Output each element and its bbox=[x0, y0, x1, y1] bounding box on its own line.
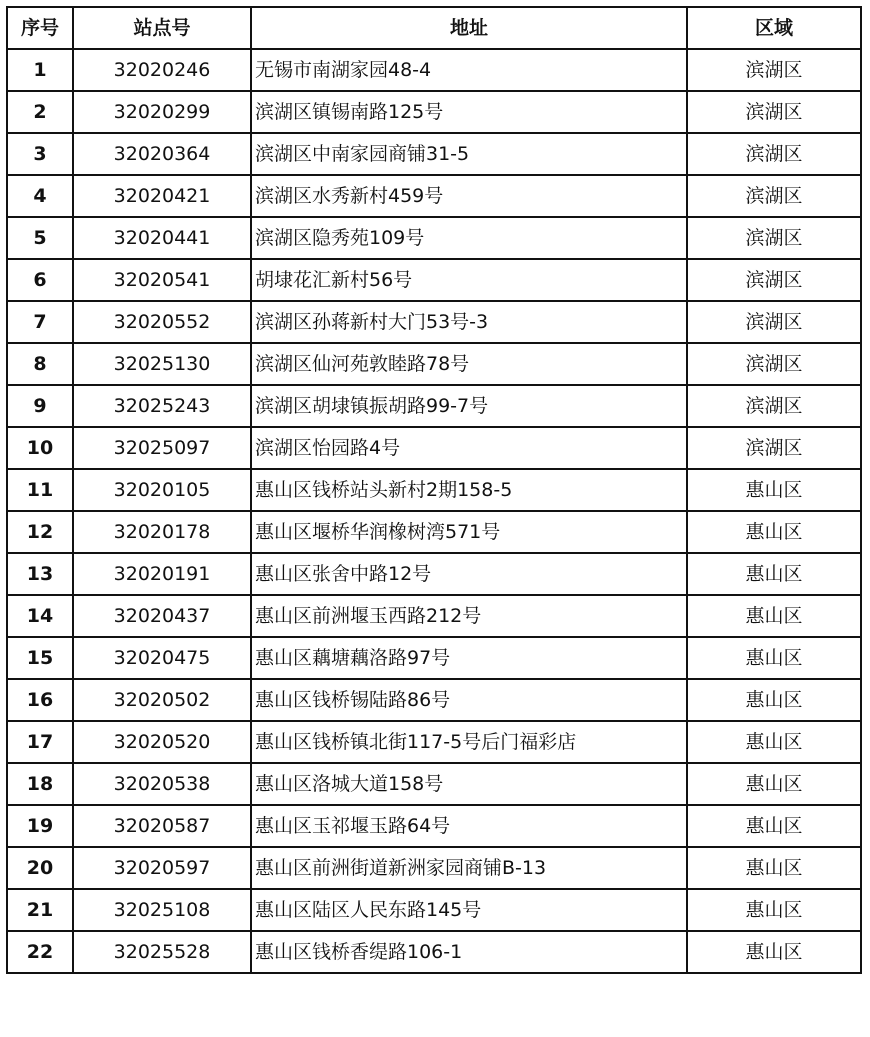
table-row bbox=[7, 217, 861, 259]
row-index: 9 bbox=[7, 385, 73, 427]
row-index: 14 bbox=[7, 595, 73, 637]
row-index: 20 bbox=[7, 847, 73, 889]
row-index: 3 bbox=[7, 133, 73, 175]
region: 滨湖区 bbox=[687, 385, 861, 427]
row-index: 15 bbox=[7, 637, 73, 679]
region: 滨湖区 bbox=[687, 133, 861, 175]
row-index: 21 bbox=[7, 889, 73, 931]
address: 惠山区藕塘藕洛路97号 bbox=[251, 637, 687, 679]
row-index: 18 bbox=[7, 763, 73, 805]
station-code: 32020475 bbox=[73, 637, 251, 679]
table-row bbox=[7, 763, 861, 805]
table-row bbox=[7, 385, 861, 427]
address: 无锡市南湖家园48-4 bbox=[251, 49, 687, 91]
table-row bbox=[7, 133, 861, 175]
station-code: 32020246 bbox=[73, 49, 251, 91]
station-code: 32020105 bbox=[73, 469, 251, 511]
region: 惠山区 bbox=[687, 931, 861, 973]
table-body bbox=[7, 49, 861, 973]
address: 胡埭花汇新村56号 bbox=[251, 259, 687, 301]
station-code: 32025528 bbox=[73, 931, 251, 973]
region: 滨湖区 bbox=[687, 301, 861, 343]
address: 惠山区钱桥镇北街117-5号后门福彩店 bbox=[251, 721, 687, 763]
station-code: 32020437 bbox=[73, 595, 251, 637]
region: 惠山区 bbox=[687, 637, 861, 679]
station-code: 32020191 bbox=[73, 553, 251, 595]
address: 惠山区钱桥站头新村2期158-5 bbox=[251, 469, 687, 511]
address: 惠山区堰桥华润橡树湾571号 bbox=[251, 511, 687, 553]
station-code: 32020364 bbox=[73, 133, 251, 175]
station-code: 32020441 bbox=[73, 217, 251, 259]
table-row bbox=[7, 637, 861, 679]
row-index: 13 bbox=[7, 553, 73, 595]
table-row bbox=[7, 259, 861, 301]
address: 滨湖区孙蒋新村大门53号-3 bbox=[251, 301, 687, 343]
row-index: 5 bbox=[7, 217, 73, 259]
row-index: 19 bbox=[7, 805, 73, 847]
table-row bbox=[7, 427, 861, 469]
address: 滨湖区胡埭镇振胡路99-7号 bbox=[251, 385, 687, 427]
row-index: 8 bbox=[7, 343, 73, 385]
row-index: 7 bbox=[7, 301, 73, 343]
region: 惠山区 bbox=[687, 553, 861, 595]
table-row bbox=[7, 889, 861, 931]
region: 惠山区 bbox=[687, 763, 861, 805]
region: 惠山区 bbox=[687, 847, 861, 889]
row-index: 1 bbox=[7, 49, 73, 91]
station-code: 32025108 bbox=[73, 889, 251, 931]
region: 滨湖区 bbox=[687, 175, 861, 217]
address: 惠山区前洲街道新洲家园商铺B-13 bbox=[251, 847, 687, 889]
address: 惠山区洛城大道158号 bbox=[251, 763, 687, 805]
row-index: 22 bbox=[7, 931, 73, 973]
region: 惠山区 bbox=[687, 805, 861, 847]
station-table bbox=[6, 6, 862, 974]
region: 滨湖区 bbox=[687, 91, 861, 133]
region: 滨湖区 bbox=[687, 259, 861, 301]
table-row bbox=[7, 931, 861, 973]
address: 滨湖区怡园路4号 bbox=[251, 427, 687, 469]
address: 惠山区钱桥锡陆路86号 bbox=[251, 679, 687, 721]
header-row bbox=[7, 7, 861, 49]
address: 滨湖区水秀新村459号 bbox=[251, 175, 687, 217]
table-row bbox=[7, 301, 861, 343]
header-index: 序号 bbox=[7, 7, 73, 49]
table-row bbox=[7, 343, 861, 385]
station-code: 32020587 bbox=[73, 805, 251, 847]
header-region: 区域 bbox=[687, 7, 861, 49]
station-code: 32020299 bbox=[73, 91, 251, 133]
station-code: 32020541 bbox=[73, 259, 251, 301]
address: 滨湖区仙河苑敦睦路78号 bbox=[251, 343, 687, 385]
region: 惠山区 bbox=[687, 889, 861, 931]
header-station-code: 站点号 bbox=[73, 7, 251, 49]
address: 滨湖区隐秀苑109号 bbox=[251, 217, 687, 259]
row-index: 6 bbox=[7, 259, 73, 301]
region: 惠山区 bbox=[687, 511, 861, 553]
row-index: 11 bbox=[7, 469, 73, 511]
row-index: 10 bbox=[7, 427, 73, 469]
region: 惠山区 bbox=[687, 595, 861, 637]
region: 惠山区 bbox=[687, 679, 861, 721]
station-code: 32025097 bbox=[73, 427, 251, 469]
table-row bbox=[7, 511, 861, 553]
region: 滨湖区 bbox=[687, 427, 861, 469]
station-code: 32025243 bbox=[73, 385, 251, 427]
station-code: 32020421 bbox=[73, 175, 251, 217]
table-row bbox=[7, 679, 861, 721]
address: 滨湖区中南家园商铺31-5 bbox=[251, 133, 687, 175]
address: 惠山区陆区人民东路145号 bbox=[251, 889, 687, 931]
station-code: 32025130 bbox=[73, 343, 251, 385]
table-row bbox=[7, 553, 861, 595]
table-row bbox=[7, 847, 861, 889]
station-code: 32020538 bbox=[73, 763, 251, 805]
region: 滨湖区 bbox=[687, 49, 861, 91]
region: 滨湖区 bbox=[687, 343, 861, 385]
table-row bbox=[7, 49, 861, 91]
header-address: 地址 bbox=[251, 7, 687, 49]
region: 惠山区 bbox=[687, 469, 861, 511]
row-index: 12 bbox=[7, 511, 73, 553]
row-index: 2 bbox=[7, 91, 73, 133]
row-index: 16 bbox=[7, 679, 73, 721]
address: 惠山区玉祁堰玉路64号 bbox=[251, 805, 687, 847]
address: 惠山区钱桥香缇路106-1 bbox=[251, 931, 687, 973]
table-row bbox=[7, 721, 861, 763]
row-index: 17 bbox=[7, 721, 73, 763]
station-code: 32020502 bbox=[73, 679, 251, 721]
station-code: 32020178 bbox=[73, 511, 251, 553]
row-index: 4 bbox=[7, 175, 73, 217]
table-row bbox=[7, 91, 861, 133]
table-row bbox=[7, 469, 861, 511]
station-code: 32020597 bbox=[73, 847, 251, 889]
table-row bbox=[7, 805, 861, 847]
region: 滨湖区 bbox=[687, 217, 861, 259]
address: 惠山区前洲堰玉西路212号 bbox=[251, 595, 687, 637]
station-code: 32020552 bbox=[73, 301, 251, 343]
region: 惠山区 bbox=[687, 721, 861, 763]
address: 惠山区张舍中路12号 bbox=[251, 553, 687, 595]
table-row bbox=[7, 595, 861, 637]
address: 滨湖区镇锡南路125号 bbox=[251, 91, 687, 133]
table-row bbox=[7, 175, 861, 217]
station-code: 32020520 bbox=[73, 721, 251, 763]
